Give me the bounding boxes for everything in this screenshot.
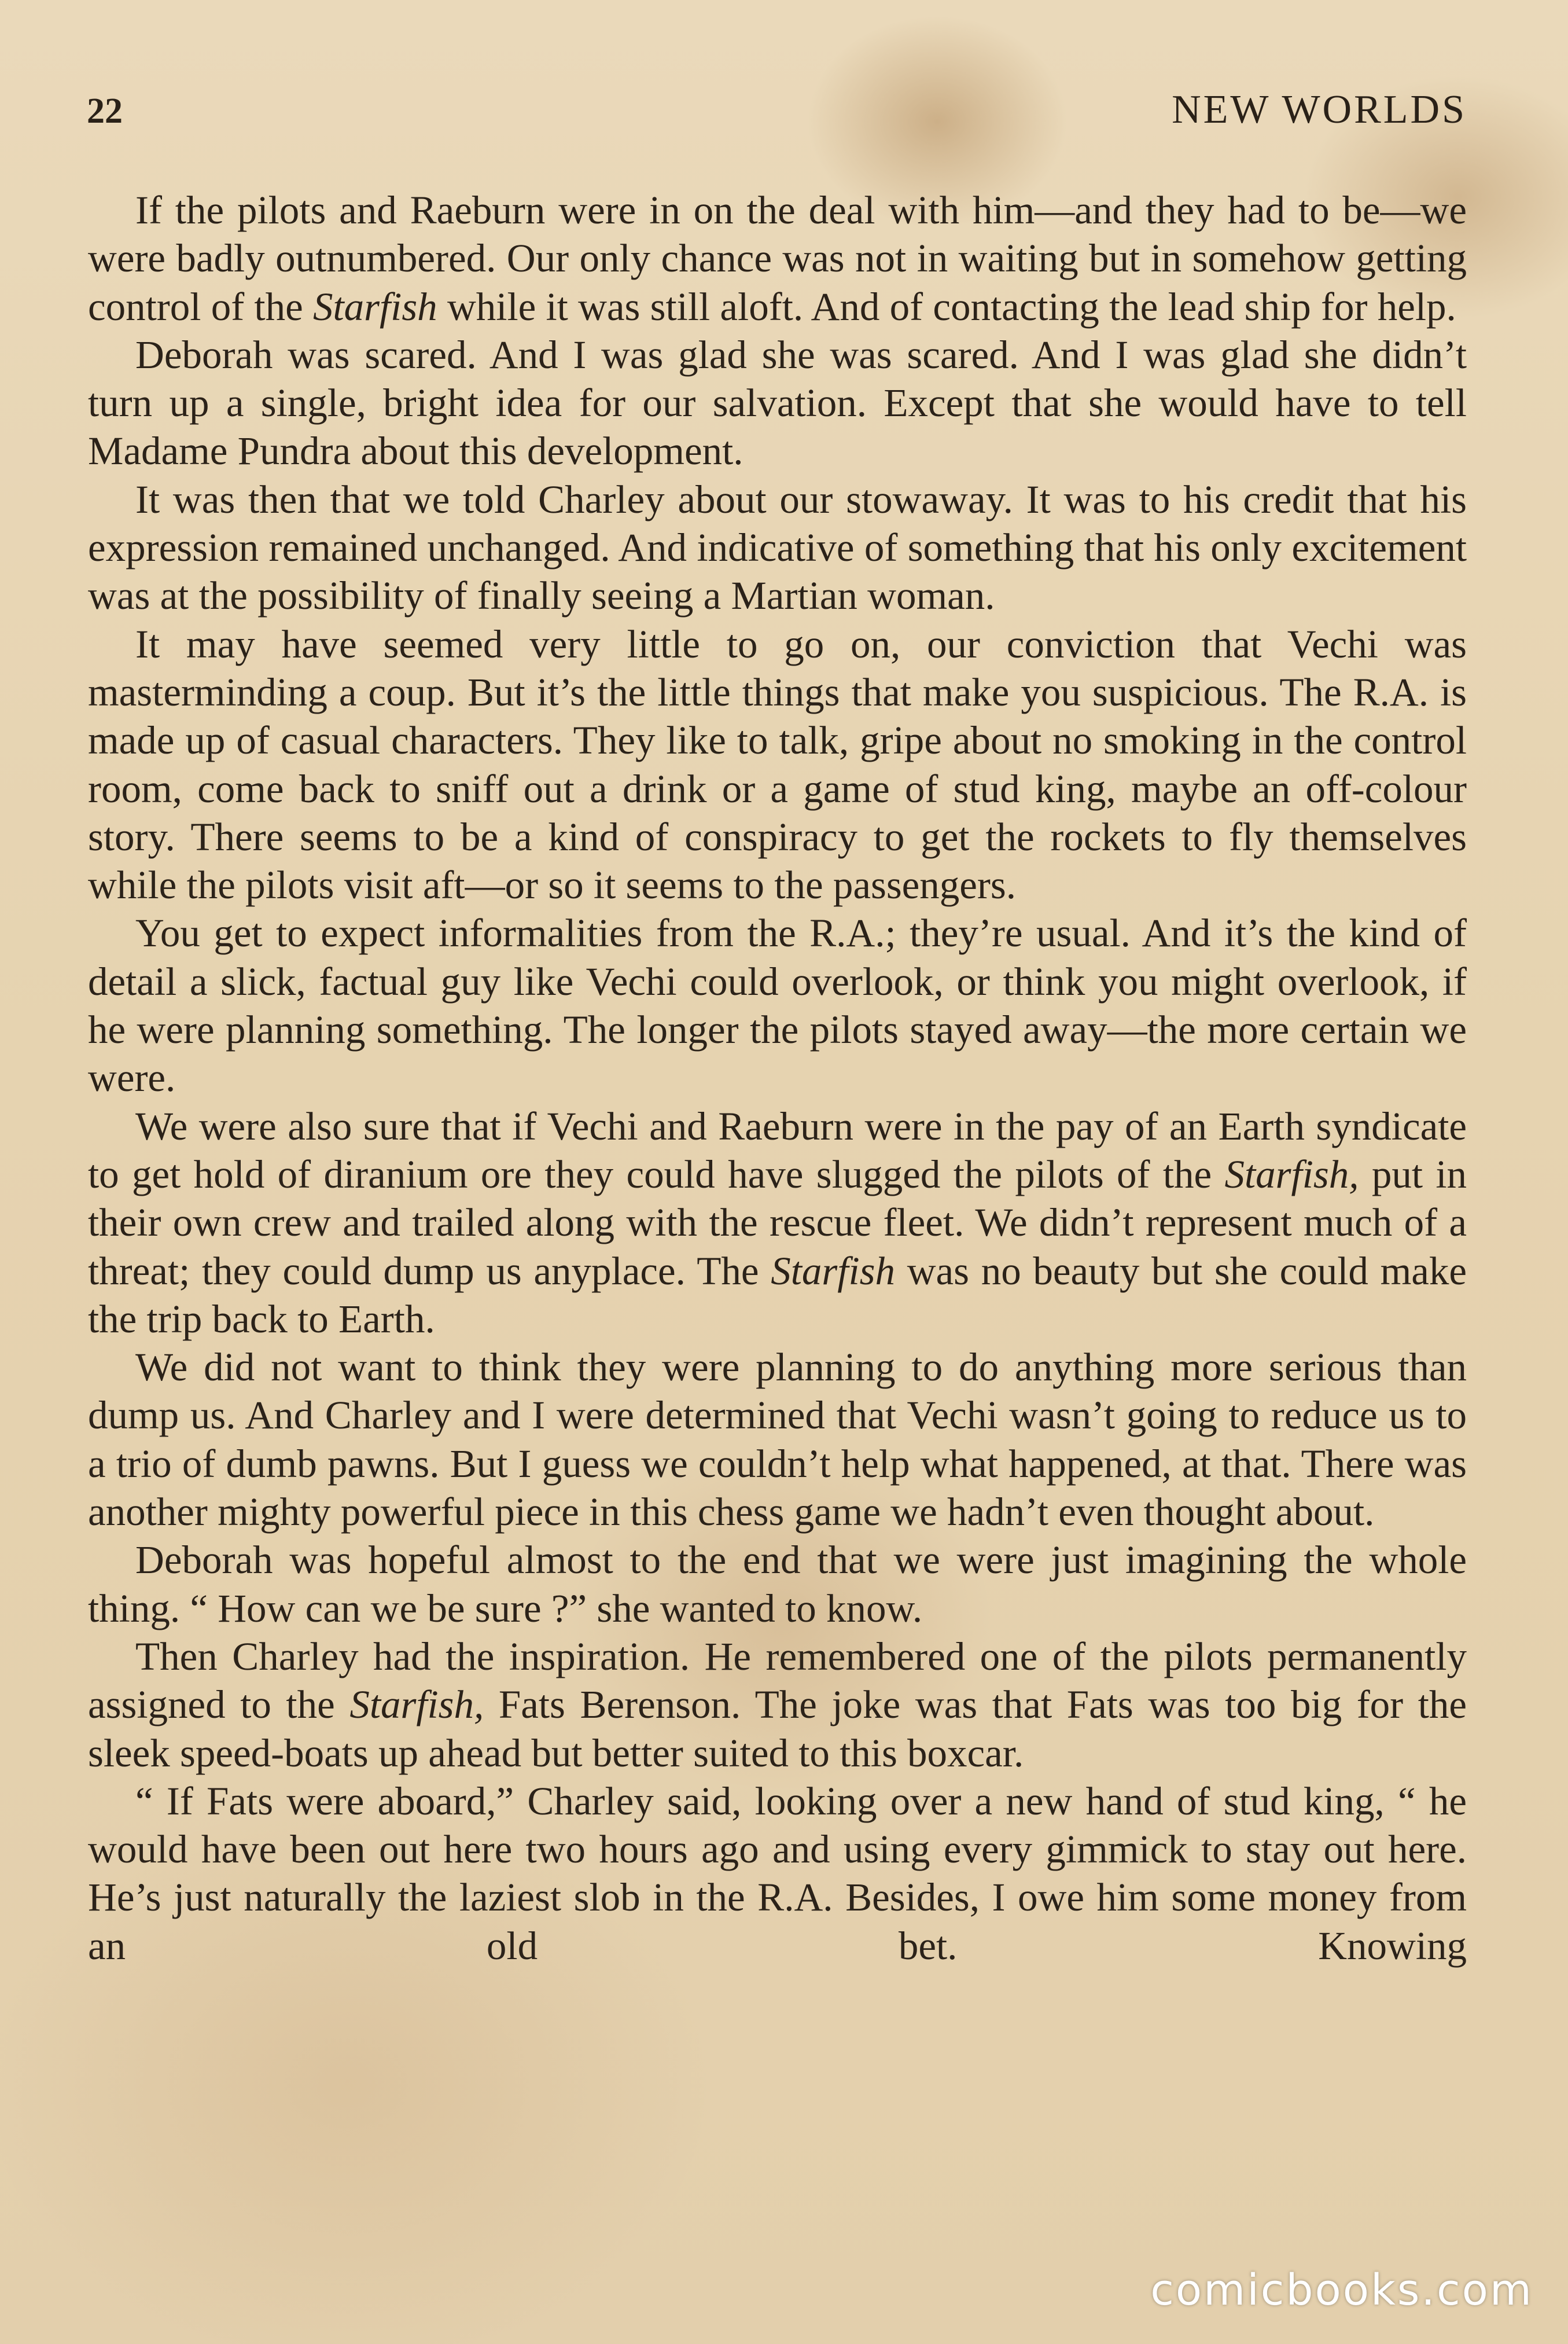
running-head: NEW WORLDS [1172, 87, 1467, 132]
paragraph: Deborah was hopeful almost to the end that we were just imagining the whole thing. “ How can we be sure ?” she wanted to know. [88, 1538, 1467, 1630]
ship-name: Starfish [771, 1248, 895, 1293]
paragraph: It may have seemed very little to go on, our conviction that Vechi was masterminding a coup. But it’s the little things that make you suspicious. The R.A. is made up of casual characters. They like to talk, gripe about no smoking in the control room, come back to sniff out a drink or a game of stud king, maybe an off-colour story. There seems to be a kind of conspiracy to get the rockets to fly themselves while the pilots visit aft—or so it seems to the passengers. [88, 622, 1467, 908]
page-header [87, 87, 1467, 133]
paragraph: You get to expect informalities from the R.A.; they’re usual. And it’s the kind of detail a slick, factual guy like Vechi could overlook, or think you might overlook, if he were planning something. The longer the pilots stayed away—the more certain we were. [88, 911, 1467, 1100]
watermark-logo: comicbooks.com [1150, 2265, 1533, 2315]
ship-name: Starfish, [349, 1682, 484, 1727]
body-text [88, 186, 1467, 1970]
paragraph: We were also sure that if Vechi and Raeburn were in the pay of an Earth syndicate to get hold of diranium ore they could have slugged the pilots of the Starfish, put in their own crew and trailed along with the rescue fleet. We didn’t represent much of a threat; they could dump us anyplace. The Starfish was no beauty but she could make the trip back to Earth. [88, 1104, 1467, 1341]
paragraph: “ If Fats were aboard,” Charley said, looking over a new hand of stud king, “ he would have been out here two hours ago and using every gimmick to stay out here. He’s just naturally the laziest slob in the R.A. Besides, I owe him some money from an old bet. Knowing [88, 1779, 1467, 1968]
paragraph: It was then that we told Charley about our stowaway. It was to his credit that his expression remained unchanged. And indicative of something that his only excitement was at the possibility of finally seeing a Martian woman. [88, 477, 1467, 618]
ship-name: Starfish, [1224, 1152, 1359, 1196]
ship-name: Starfish [312, 284, 437, 329]
paragraph: If the pilots and Raeburn were in on the deal with him—and they had to be—we were badly outnumbered. Our only chance was not in waiting but in somehow getting control of the Starfish while it was still aloft. And of contacting the lead ship for help. [88, 188, 1467, 329]
paragraph: We did not want to think they were planning to do anything more serious than dump us. And Charley and I were determined that Vechi wasn’t going to reduce us to a trio of dumb pawns. But I guess we couldn’t help what happened, at that. There was another mighty powerful piece in this chess game we hadn’t even thought about. [88, 1345, 1467, 1534]
paragraph: Deborah was scared. And I was glad she was scared. And I was glad she didn’t turn up a single, bright idea for our salvation. Except that she would have to tell Madame Pundra about this development. [88, 332, 1467, 473]
paragraph: Then Charley had the inspiration. He remembered one of the pilots permanently assigned to the Starfish, Fats Berenson. The joke was that Fats was too big for the sleek speed-boats up ahead but better suited to this boxcar. [88, 1634, 1467, 1775]
page-number: 22 [87, 91, 123, 131]
